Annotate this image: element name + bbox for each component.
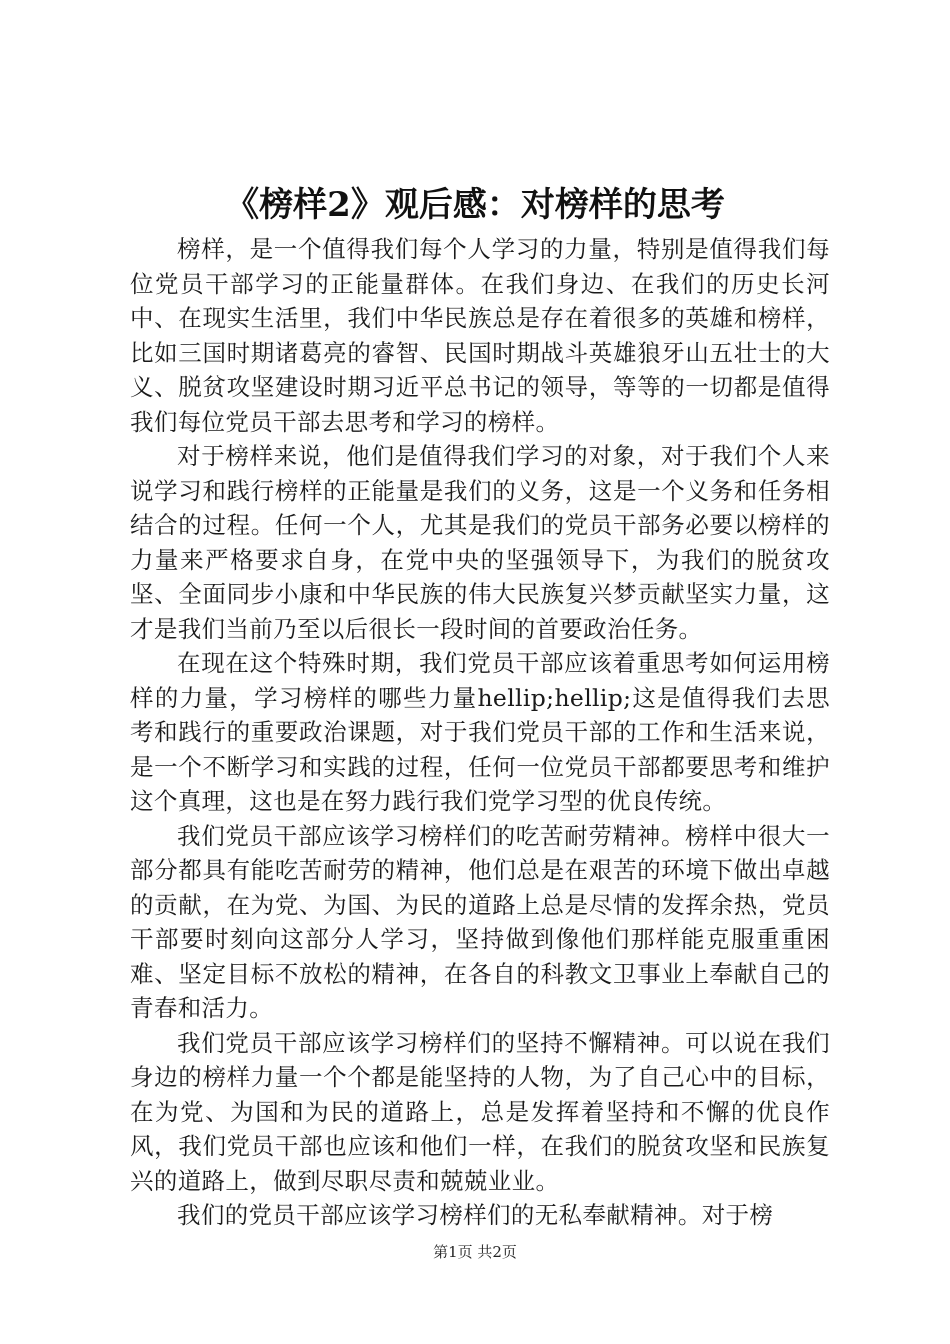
paragraph: 我们的党员干部应该学习榜样们的无私奉献精神。对于榜	[177, 1201, 774, 1229]
paragraph: 对于榜样来说，他们是值得我们学习的对象，对于我们个人来说学习和践行榜样的正能量是我们的义务，这是一个义务和任务相结合的过程。任何一个人，尤其是我们的党员干部务必要以榜样的力量来严格要求自身，在党中央的坚强领导下，为我们的脱贫攻坚、全面同步小康和中华民族的伟大民族复兴梦贡献坚实力量，这才是我们当前乃至以后很长一段时间的首要政治任务。	[130, 442, 830, 643]
document-body	[130, 232, 830, 1233]
paragraph: 我们党员干部应该学习榜样们的坚持不懈精神。可以说在我们身边的榜样力量一个个都是能坚持的人物，为了自己心中的目标，在为党、为国和为民的道路上，总是发挥着坚持和不懈的优良作风，我们党员干部也应该和他们一样，在我们的脱贫攻坚和民族复兴的道路上，做到尽职尽责和兢兢业业。	[130, 1028, 830, 1195]
document-title: 《榜样2》观后感：对榜样的思考	[225, 185, 725, 225]
page-footer: 第1页 共2页	[433, 1243, 517, 1261]
paragraph: 在现在这个特殊时期，我们党员干部应该着重思考如何运用榜样的力量，学习榜样的哪些力量hellip;hellip;这是值得我们去思考和践行的重要政治课题，对于我们党员干部的工作和生活来说，是一个不断学习和实践的过程，任何一位党员干部都要思考和维护这个真理，这也是在努力践行我们党学习型的优良传统。	[130, 649, 830, 815]
paragraph: 我们党员干部应该学习榜样们的吃苦耐劳精神。榜样中很大一部分都具有能吃苦耐劳的精神，他们总是在艰苦的环境下做出卓越的贡献，在为党、为国、为民的道路上总是尽情的发挥余热，党员干部要时刻向这部分人学习，坚持做到像他们那样能克服重重困难、坚定目标不放松的精神，在各自的科教文卫事业上奉献自己的青春和活力。	[130, 821, 830, 1022]
paragraph: 榜样，是一个值得我们每个人学习的力量，特别是值得我们每位党员干部学习的正能量群体。在我们身边、在我们的历史长河中、在现实生活里，我们中华民族总是存在着很多的英雄和榜样，比如三国时期诸葛亮的睿智、民国时期战斗英雄狼牙山五壮士的大义、脱贫攻坚建设时期习近平总书记的领导，等等的一切都是值得我们每位党员干部去思考和学习的榜样。	[130, 235, 830, 436]
